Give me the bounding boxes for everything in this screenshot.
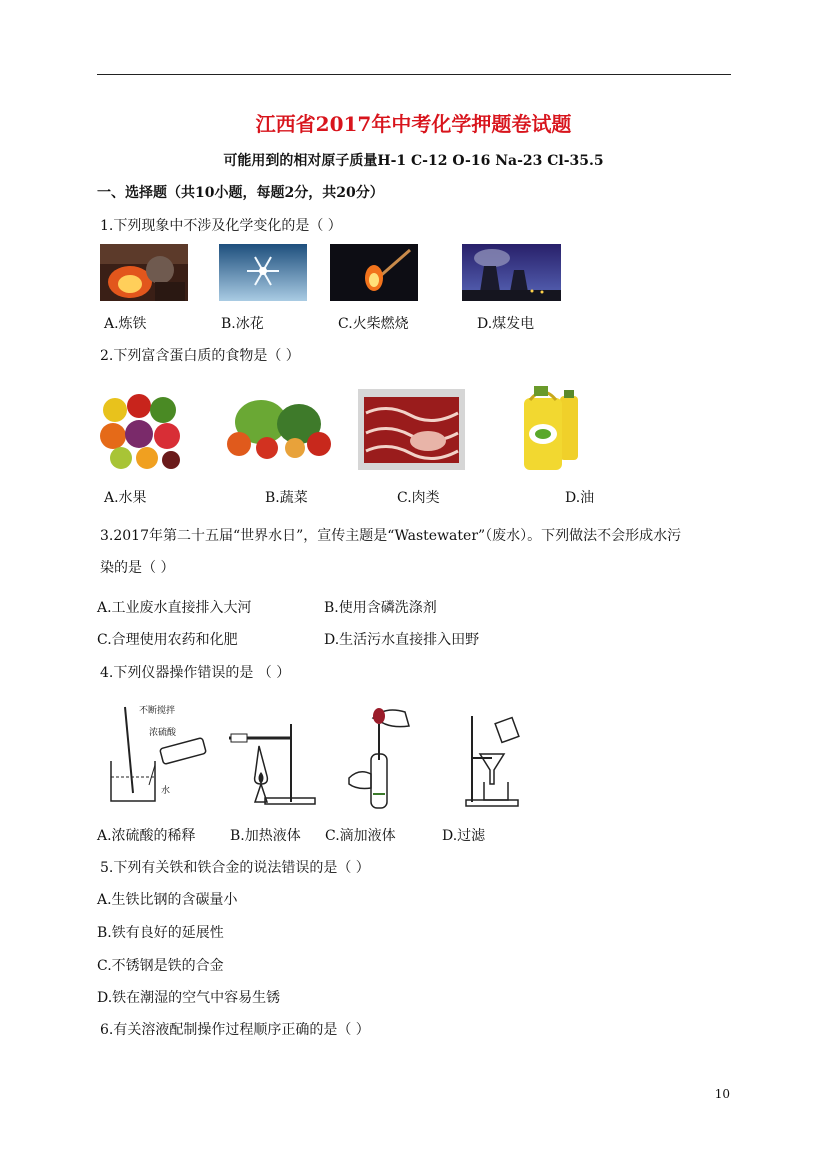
q1-image-ironmaking [100,244,188,301]
q4-stem: 4.下列仪器操作错误的是 （ ） [100,665,291,681]
q1-option-a: A.炼铁 [104,316,147,332]
q2-image-fruits [99,392,185,470]
page-number: 10 [714,1087,730,1101]
q4-option-a: A.浓硫酸的稀释 [97,828,196,844]
q2-image-meat [358,389,465,470]
header-rule [97,74,731,75]
q5-option-b: B.铁有良好的延展性 [97,925,224,941]
q4-label-water: 水 [161,786,171,796]
q4-option-d: D.过滤 [442,828,486,844]
q4-figure-dilution [103,705,215,805]
q1-option-d: D.煤发电 [477,316,535,332]
q2-image-vegetables [221,396,335,461]
q3-option-c: C.合理使用农药和化肥 [97,632,238,648]
q5-option-a: A.生铁比钢的含碳量小 [97,892,238,908]
q2-option-b: B.蔬菜 [265,490,308,506]
q3-option-d: D.生活污水直接排入田野 [324,632,480,648]
q4-option-c: C.滴加液体 [325,828,396,844]
q2-image-oil-bottles [520,380,582,472]
q4-label-acid: 浓硫酸 [149,728,177,738]
q5-stem: 5.下列有关铁和铁合金的说法错误的是（ ） [100,860,370,876]
q4-figure-filtration [462,712,522,809]
q2-option-a: A.水果 [104,490,147,506]
exam-title: 江西省2017年中考化学押题卷试题 [255,112,572,136]
q2-option-c: C.肉类 [397,490,440,506]
section-heading: 一、选择题（共10小题，每题2分，共20分） [97,185,384,201]
q4-option-b: B.加热液体 [230,828,301,844]
q4-figure-dropper [345,704,415,811]
q5-option-c: C.不锈钢是铁的合金 [97,958,224,974]
q4-label-stir: 不断搅拌 [139,706,176,716]
q1-option-c: C.火柴燃烧 [338,316,409,332]
q1-image-ice-flower [219,244,307,301]
q3-option-b: B.使用含磷洗涤剂 [324,600,437,616]
q3-stem-line1: 3.2017年第二十五届“世界水日”，宣传主题是“Wastewater”（废水）。下列做法不会形成水污 [100,528,682,544]
q1-option-b: B.冰花 [221,316,264,332]
atomic-mass-line: 可能用到的相对原子质量H-1 C-12 O-16 Na-23 Cl-35.5 [223,153,604,169]
q1-image-coal-power [462,244,561,301]
q3-stem-line2: 染的是（ ） [100,560,175,576]
q6-stem: 6.有关溶液配制操作过程顺序正确的是（ ） [100,1022,370,1038]
q5-option-d: D.铁在潮湿的空气中容易生锈 [97,990,281,1006]
q4-figure-heating [225,718,317,808]
q3-option-a: A.工业废水直接排入大河 [97,600,252,616]
q2-option-d: D.油 [565,490,595,506]
q2-stem: 2.下列富含蛋白质的食物是（ ） [100,348,300,364]
q1-stem: 1.下列现象中不涉及化学变化的是（ ） [100,218,342,234]
q1-image-match-burning [330,244,418,301]
